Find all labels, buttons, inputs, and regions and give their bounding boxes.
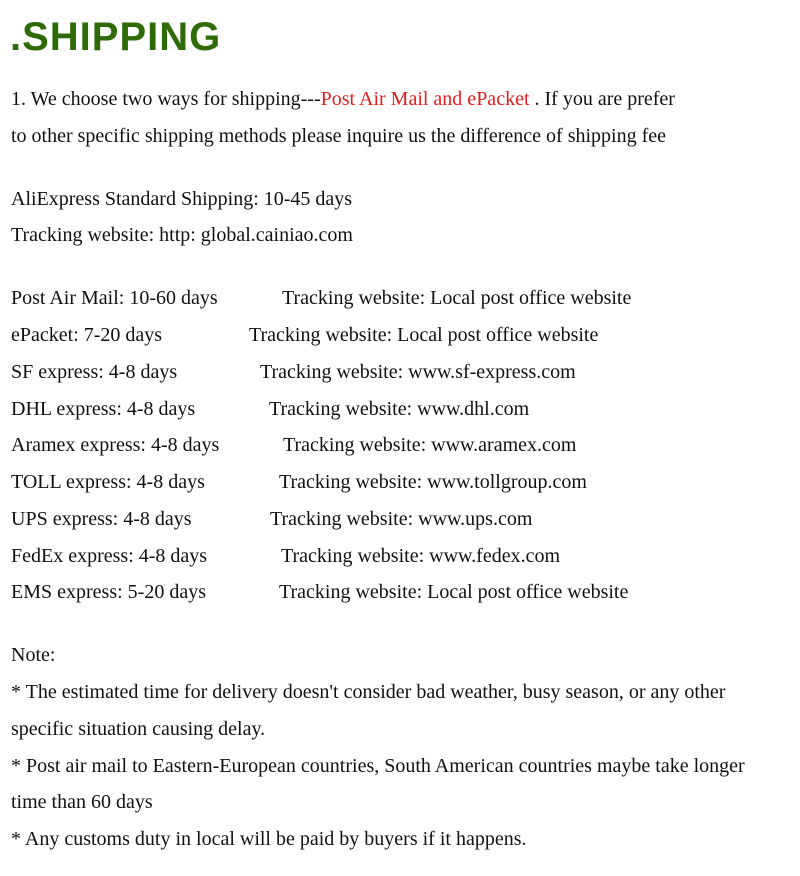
note-heading: Note:	[11, 644, 56, 666]
tracking-toll-express: Tracking website: www.tollgroup.com	[279, 471, 587, 493]
note-item-2-line-2: time than 60 days	[11, 791, 153, 813]
aliexpress-shipping-line: AliExpress Standard Shipping: 10-45 days	[11, 188, 353, 210]
note-item-1-line-1: * The estimated time for delivery doesn't consider bad weather, busy season, or any other	[11, 681, 726, 703]
method-epacket: ePacket: 7-20 days	[11, 324, 163, 346]
tracking-ems-express: Tracking website: Local post office website	[279, 581, 629, 603]
intro-highlight: Post Air Mail and ePacket	[320, 88, 530, 110]
note-item-1-line-2: specific situation causing delay.	[11, 718, 266, 740]
aliexpress-tracking-line: Tracking website: http: global.cainiao.com	[11, 224, 353, 246]
tracking-epacket: Tracking website: Local post office website	[249, 324, 599, 346]
method-sf-express: SF express: 4-8 days	[11, 361, 178, 383]
method-post-air-mail: Post Air Mail: 10-60 days	[11, 287, 218, 309]
note-item-3: * Any customs duty in local will be paid by buyers if it happens.	[11, 828, 527, 850]
tracking-dhl-express: Tracking website: www.dhl.com	[269, 398, 530, 420]
intro-line-1	[11, 86, 675, 112]
tracking-sf-express: Tracking website: www.sf-express.com	[260, 361, 576, 383]
note-item-2-line-1: * Post air mail to Eastern-European countries, South American countries maybe take longer	[11, 755, 745, 777]
tracking-aramex-express: Tracking website: www.aramex.com	[283, 434, 577, 456]
page-title: .SHIPPING	[10, 15, 222, 59]
method-ups-express: UPS express: 4-8 days	[11, 508, 192, 530]
intro-suffix: . If you are prefer	[529, 88, 675, 110]
intro-prefix: 1. We choose two ways for shipping---	[11, 88, 321, 110]
tracking-post-air-mail: Tracking website: Local post office website	[282, 287, 632, 309]
tracking-ups-express: Tracking website: www.ups.com	[270, 508, 533, 530]
method-aramex-express: Aramex express: 4-8 days	[11, 434, 220, 456]
method-toll-express: TOLL express: 4-8 days	[11, 471, 205, 493]
tracking-fedex-express: Tracking website: www.fedex.com	[281, 545, 561, 567]
method-fedex-express: FedEx express: 4-8 days	[11, 545, 208, 567]
method-ems-express: EMS express: 5-20 days	[11, 581, 206, 603]
method-dhl-express: DHL express: 4-8 days	[11, 398, 196, 420]
intro-line-2: to other specific shipping methods please inquire us the difference of shipping fee	[11, 125, 666, 147]
